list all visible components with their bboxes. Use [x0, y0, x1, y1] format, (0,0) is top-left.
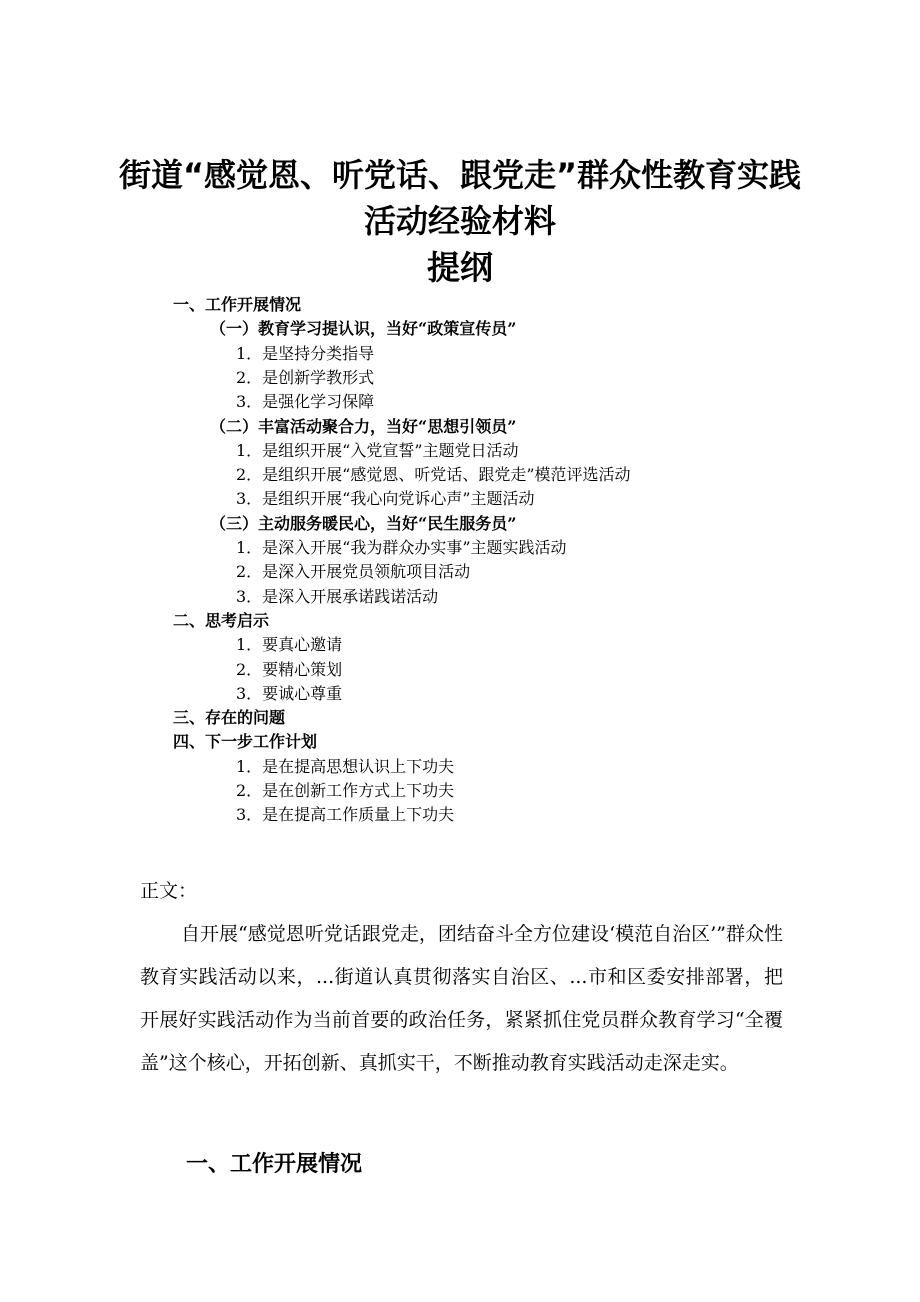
section-heading: 一、工作开展情况 — [186, 1152, 363, 1177]
outline-subheading: （二）丰富活动聚合力，当好“思想引领员” — [210, 416, 517, 436]
outline-item: 1．是组织开展“入党宣誓”主题党日活动 — [236, 440, 519, 460]
outline-item: 2．要精心策划 — [236, 659, 343, 679]
outline-subheading: （三）主动服务暖民心，当好“民生服务员” — [210, 513, 517, 533]
outline-item: 1．是深入开展“我为群众办实事”主题实践活动 — [236, 538, 567, 557]
outline-item: 3．要诚心尊重 — [236, 683, 343, 703]
outline-item: 1．是坚持分类指导 — [236, 343, 375, 363]
outline-item: 2．是创新学教形式 — [236, 367, 375, 387]
outline-item: 3．是强化学习保障 — [236, 392, 375, 412]
outline-item: 2．是组织开展“感觉恩、听党话、跟党走”模范评选活动 — [236, 465, 631, 485]
outline-item: 1．是在提高思想认识上下功夫 — [236, 756, 455, 776]
outline-item: 3．是组织开展“我心向党诉心声”主题活动 — [236, 489, 535, 509]
outline-item: 3．是深入开展承诺践诺活动 — [236, 586, 439, 606]
outline-subheading: （一）教育学习提认识，当好“政策宣传员” — [210, 319, 517, 339]
outline-item: 2．是在创新工作方式上下功夫 — [236, 781, 455, 800]
document-title-line-1: 街道“感觉恩、听党话、跟党走”群众性教育实践 — [118, 156, 802, 194]
outline-item: 3．是在提高工作质量上下功夫 — [236, 805, 455, 825]
outline-heading: 三、存在的问题 — [173, 708, 286, 728]
outline-heading: 二、思考启示 — [173, 610, 270, 630]
document-title-line-2: 活动经验材料 — [363, 202, 556, 240]
outline-heading: 四、下一步工作计划 — [173, 732, 318, 752]
body-paragraph: 自开展“感觉恩听党话跟党走，团结奋斗全方位建设‘模范自治区’”群众性教育实践活动以来，...街道认真贯彻落实自治区、...市和区委安排部署，把开展好实践活动作为当前首要的政治任务，紧紧抓住党员群众教育学习“全覆盖”这个核心，开拓创新、真抓实干，不断推动教育实践活动走深走实。 — [140, 923, 783, 1074]
outline-item: 2．是深入开展党员领航项目活动 — [236, 562, 471, 582]
document-subtitle: 提纲 — [427, 248, 493, 287]
outline-item: 1．要真心邀请 — [236, 635, 343, 655]
body-label: 正文： — [140, 880, 198, 902]
outline-heading: 一、工作开展情况 — [173, 295, 302, 314]
